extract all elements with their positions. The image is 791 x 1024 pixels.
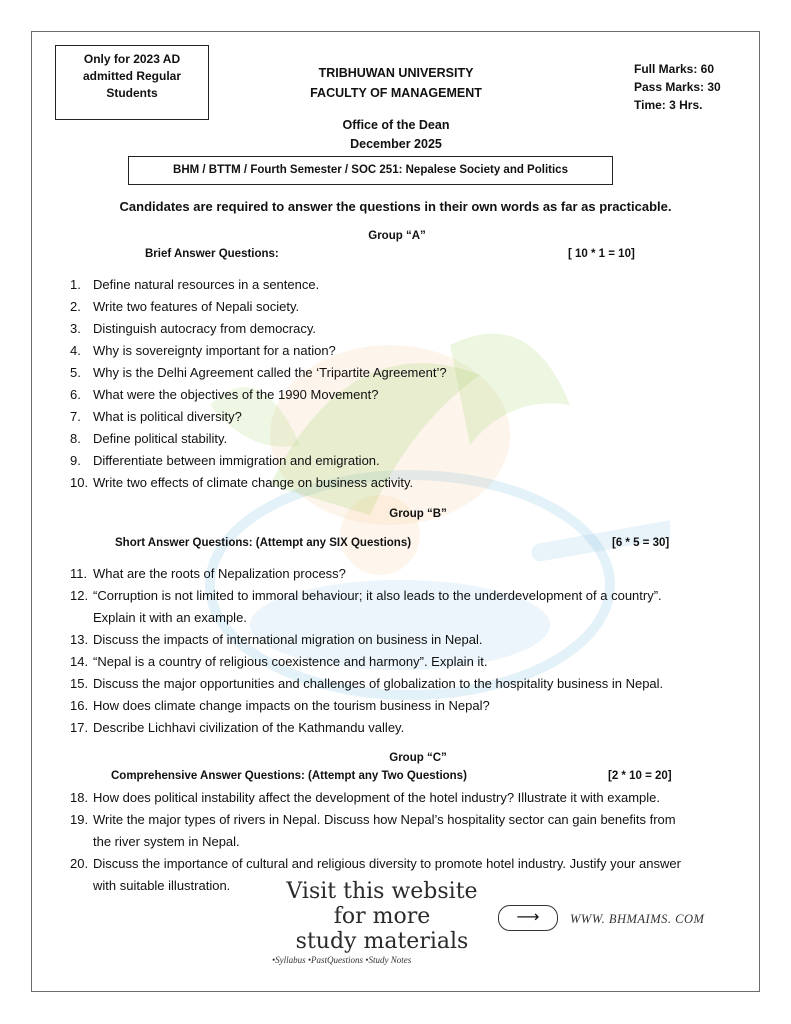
question-item [70,296,742,318]
question-number: 20. [70,856,89,871]
group-a-marks: [ 10 * 1 = 10] [568,248,635,260]
question-item [70,406,742,428]
question-text: Why is the Delhi Agreement called the ‘Tripartite Agreement’? [93,365,447,380]
ad-subtitle: •Syllabus •PastQuestions •Study Notes [272,955,412,965]
question-number: 8. [70,431,81,446]
question-text: “Nepal is a country of religious coexistence and harmony”. Explain it. [93,654,488,669]
course-title: BHM / BTTM / Fourth Semester / SOC 251: Nepalese Society and Politics [128,156,613,185]
question-text: Write two features of Nepali society. [93,299,300,314]
ad-line-3: study materials [295,929,469,954]
group-c-marks: [2 * 10 = 20] [608,770,672,782]
question-number: 14. [70,654,89,669]
question-text: Describe Lichhavi civilization of the Kathmandu valley. [93,720,405,735]
question-text: Why is sovereignty important for a nation? [93,343,336,358]
full-marks: Full Marks: 60 [634,62,715,76]
group-b-marks: [6 * 5 = 30] [612,537,670,549]
website-url[interactable]: WWW. BHMAIMS. COM [570,912,705,926]
question-text: What is political diversity? [93,409,242,424]
question-number: 11. [70,566,88,581]
question-text: How does political instability affect the development of the hotel industry? Illustrate it with example. [93,790,661,805]
group-a-title: Group “A” [368,230,426,242]
question-text: Write two effects of climate change on business activity. [93,475,414,490]
instruction: Candidates are required to answer the questions in their own words as far as practicable. [119,199,672,214]
question-number: 19. [70,812,89,827]
question-item [70,787,742,809]
question-text: Discuss the importance of cultural and religious diversity to promote hotel industry. Justify your answer [93,856,681,871]
question-number: 10. [70,475,89,490]
question-text-continued: Explain it with an example. [93,610,247,625]
question-item [70,384,742,406]
question-number: 13. [70,632,89,647]
ad-line-2: for more [333,904,431,929]
question-text: Define political stability. [93,431,228,446]
question-number: 1. [70,277,81,292]
question-item [70,695,742,717]
pass-marks: Pass Marks: 30 [634,80,721,94]
exam-date: December 2025 [350,137,442,151]
question-item [70,585,742,629]
admit-note-line: Only for 2023 AD [83,52,181,66]
question-item [70,274,742,296]
question-text: Differentiate between immigration and emigration. [93,453,380,468]
question-item [70,340,742,362]
question-text: Distinguish autocracy from democracy. [93,321,317,336]
university-name: TRIBHUWAN UNIVERSITY [318,66,474,80]
question-number: 16. [70,698,89,713]
admit-note-box [55,45,209,120]
question-item [70,651,742,673]
question-item [70,318,742,340]
question-text: Define natural resources in a sentence. [93,277,320,292]
question-number: 9. [70,453,81,468]
question-item [70,428,742,450]
group-b-title: Group “B” [389,508,447,520]
faculty-name: FACULTY OF MANAGEMENT [310,86,482,100]
admit-note-line: Students [106,86,158,100]
exam-time: Time: 3 Hrs. [634,98,703,112]
ad-line-1: Visit this website [286,879,478,904]
question-item [70,563,742,585]
question-text: Discuss the major opportunities and challenges of globalization to the hospitality business in Nepal. [93,676,664,691]
question-number: 18. [70,790,89,805]
question-text: “Corruption is not limited to immoral behaviour; it also leads to the underdevelopment of a country”. [93,588,662,603]
question-number: 17. [70,720,89,735]
marks-info [634,60,721,114]
question-text-continued: the river system in Nepal. [93,834,240,849]
question-number: 2. [70,299,81,314]
question-number: 5. [70,365,81,380]
question-text: What are the roots of Nepalization process? [93,566,346,581]
group-c-title: Group “C” [389,752,447,764]
question-item [70,472,742,494]
question-text-continued: with suitable illustration. [93,878,231,893]
question-text: How does climate change impacts on the tourism business in Nepal? [93,698,490,713]
arrow-icon: ⟶ [498,905,558,931]
admit-note-line: admitted Regular [82,69,181,83]
question-number: 6. [70,387,81,402]
question-text: Write the major types of rivers in Nepal. Discuss how Nepal’s hospitality sector can gain benefits from [93,812,676,827]
question-number: 15. [70,676,89,691]
question-number: 7. [70,409,81,424]
question-item [70,809,742,853]
question-number: 12. [70,588,89,603]
office-title: Office of the Dean [342,118,450,132]
question-item [70,629,742,651]
group-b-label: Short Answer Questions: (Attempt any SIX Questions) [115,537,412,549]
question-number: 4. [70,343,81,358]
question-item [70,673,742,695]
group-a-label: Brief Answer Questions: [145,248,279,260]
group-c-label: Comprehensive Answer Questions: (Attempt any Two Questions) [111,770,467,782]
question-item [70,717,742,739]
question-item [70,450,742,472]
question-text: Discuss the impacts of international migration on business in Nepal. [93,632,483,647]
question-number: 3. [70,321,81,336]
question-text: What were the objectives of the 1990 Movement? [93,387,379,402]
question-item [70,362,742,384]
